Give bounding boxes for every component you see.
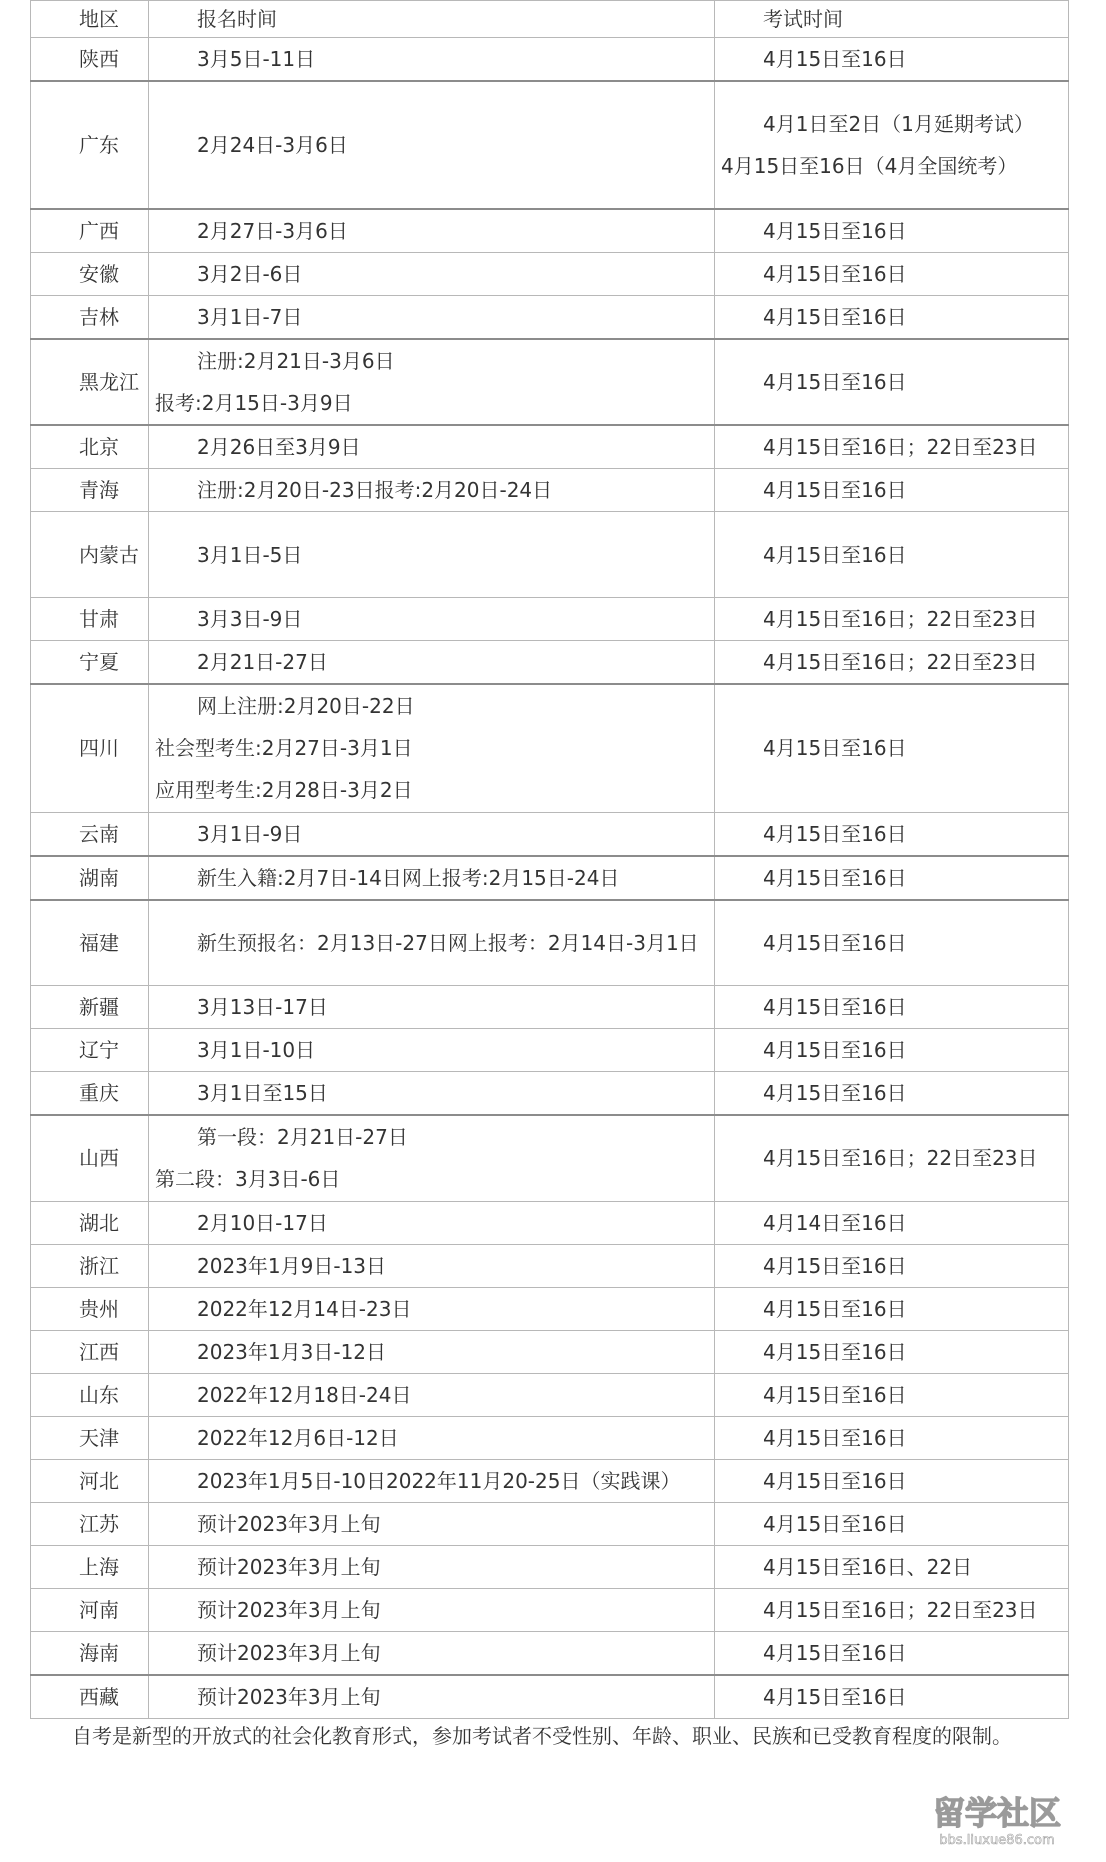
exam-time-cell: 4月15日至16日: [715, 1631, 1069, 1675]
region-cell: 上海: [31, 1545, 149, 1588]
table-row: [31, 1459, 1069, 1502]
reg-time-cell: 3月2日-6日: [149, 253, 715, 296]
exam-time-cell: 4月15日至16日: [715, 1330, 1069, 1373]
table-row: [31, 512, 1069, 598]
header-exam-time: 考试时间: [715, 1, 1069, 38]
region-cell: 湖南: [31, 856, 149, 900]
table-row: [31, 1287, 1069, 1330]
table-row: [31, 812, 1069, 856]
region-cell: 吉林: [31, 296, 149, 340]
region-cell: 甘肃: [31, 598, 149, 641]
region-cell: 安徽: [31, 253, 149, 296]
region-cell: 山西: [31, 1115, 149, 1201]
region-cell: 浙江: [31, 1244, 149, 1287]
reg-time-cell: 注册:2月21日-3月6日 报考:2月15日-3月9日: [149, 339, 715, 425]
reg-time-cell: 新生预报名：2月13日-27日网上报考：2月14日-3月1日: [149, 900, 715, 986]
region-cell: 四川: [31, 684, 149, 812]
watermark-main: 留学社区: [932, 1794, 1062, 1832]
reg-time-cell: 2月10日-17日: [149, 1201, 715, 1244]
reg-time-cell: 3月1日至15日: [149, 1072, 715, 1116]
region-cell: 西藏: [31, 1675, 149, 1719]
reg-time-cell: 2月24日-3月6日: [149, 81, 715, 209]
reg-time-cell: 2023年1月3日-12日: [149, 1330, 715, 1373]
exam-time-cell: 4月15日至16日: [715, 812, 1069, 856]
table-row: [31, 1029, 1069, 1072]
exam-time-cell: 4月15日至16日: [715, 339, 1069, 425]
reg-time-cell: 2月27日-3月6日: [149, 209, 715, 253]
table-row: [31, 1545, 1069, 1588]
exam-time-cell: 4月15日至16日: [715, 1459, 1069, 1502]
region-cell: 重庆: [31, 1072, 149, 1116]
reg-time-cell: 注册:2月20日-23日报考:2月20日-24日: [149, 469, 715, 512]
reg-time-cell: 2月21日-27日: [149, 641, 715, 685]
exam-time-cell: 4月15日至16日: [715, 469, 1069, 512]
table-row: [31, 209, 1069, 253]
table-row: [31, 1201, 1069, 1244]
table-row: [31, 81, 1069, 209]
exam-time-cell: 4月15日至16日: [715, 1287, 1069, 1330]
reg-time-cell: 2月26日至3月9日: [149, 425, 715, 469]
reg-time-cell: 3月1日-7日: [149, 296, 715, 340]
watermark-sub: bbs.liuxue86.com: [939, 1833, 1055, 1848]
table-row: [31, 1373, 1069, 1416]
region-cell: 江苏: [31, 1502, 149, 1545]
table-row: [31, 1631, 1069, 1675]
exam-time-cell: 4月15日至16日；22日至23日: [715, 425, 1069, 469]
region-cell: 云南: [31, 812, 149, 856]
exam-time-cell: 4月15日至16日；22日至23日: [715, 1588, 1069, 1631]
exam-time-cell: 4月15日至16日: [715, 296, 1069, 340]
reg-time-cell: 2023年1月5日-10日2022年11月20-25日（实践课）: [149, 1459, 715, 1502]
table-row: [31, 1115, 1069, 1201]
table-row: [31, 1244, 1069, 1287]
region-cell: 福建: [31, 900, 149, 986]
reg-time-cell: 3月1日-10日: [149, 1029, 715, 1072]
region-cell: 黑龙江: [31, 339, 149, 425]
table-row: [31, 469, 1069, 512]
exam-time-cell: 4月14日至16日: [715, 1201, 1069, 1244]
table-row: [31, 856, 1069, 900]
exam-time-cell: 4月15日至16日: [715, 1244, 1069, 1287]
table-row: [31, 339, 1069, 425]
table-row: [31, 296, 1069, 340]
reg-time-cell: 预计2023年3月上旬: [149, 1631, 715, 1675]
region-cell: 广东: [31, 81, 149, 209]
table-row: [31, 425, 1069, 469]
exam-time-cell: 4月15日至16日: [715, 1502, 1069, 1545]
reg-time-cell: 3月5日-11日: [149, 38, 715, 82]
table-row: [31, 38, 1069, 82]
reg-time-cell: 3月13日-17日: [149, 986, 715, 1029]
region-cell: 广西: [31, 209, 149, 253]
exam-time-cell: 4月15日至16日；22日至23日: [715, 641, 1069, 685]
table-row: [31, 1675, 1069, 1719]
region-cell: 宁夏: [31, 641, 149, 685]
reg-time-cell: 预计2023年3月上旬: [149, 1502, 715, 1545]
footer-note: 自考是新型的开放式的社会化教育形式，参加考试者不受性别、年龄、职业、民族和已受教育程度的限制。: [72, 1724, 1012, 1748]
exam-time-cell: 4月15日至16日、22日: [715, 1545, 1069, 1588]
watermark-logo: [912, 1790, 1082, 1848]
reg-time-cell: 第一段：2月21日-27日 第二段：3月3日-6日: [149, 1115, 715, 1201]
reg-time-cell: 2022年12月14日-23日: [149, 1287, 715, 1330]
table-row: [31, 986, 1069, 1029]
reg-time-cell: 新生入籍:2月7日-14日网上报考:2月15日-24日: [149, 856, 715, 900]
exam-time-cell: 4月15日至16日: [715, 856, 1069, 900]
exam-time-cell: 4月15日至16日: [715, 1072, 1069, 1116]
region-cell: 青海: [31, 469, 149, 512]
exam-time-cell: 4月15日至16日: [715, 1029, 1069, 1072]
exam-time-cell: 4月15日至16日；22日至23日: [715, 1115, 1069, 1201]
table-row: [31, 641, 1069, 685]
table-row: [31, 598, 1069, 641]
region-cell: 北京: [31, 425, 149, 469]
region-cell: 河南: [31, 1588, 149, 1631]
exam-time-cell: 4月15日至16日: [715, 209, 1069, 253]
exam-time-cell: 4月15日至16日: [715, 986, 1069, 1029]
table-row: [31, 1072, 1069, 1116]
exam-time-cell: 4月15日至16日: [715, 684, 1069, 812]
table-row: [31, 684, 1069, 812]
reg-time-cell: 3月1日-5日: [149, 512, 715, 598]
reg-time-cell: 3月3日-9日: [149, 598, 715, 641]
exam-time-cell: 4月1日至2日（1月延期考试） 4月15日至16日（4月全国统考）: [715, 81, 1069, 209]
exam-time-cell: 4月15日至16日: [715, 1416, 1069, 1459]
header-reg-time: 报名时间: [149, 1, 715, 38]
exam-time-cell: 4月15日至16日；22日至23日: [715, 598, 1069, 641]
table-row: [31, 1416, 1069, 1459]
schedule-table: [30, 0, 1069, 1719]
table-header-row: [31, 1, 1069, 38]
reg-time-cell: 预计2023年3月上旬: [149, 1588, 715, 1631]
region-cell: 新疆: [31, 986, 149, 1029]
reg-time-cell: 2022年12月6日-12日: [149, 1416, 715, 1459]
region-cell: 河北: [31, 1459, 149, 1502]
region-cell: 湖北: [31, 1201, 149, 1244]
reg-time-cell: 2022年12月18日-24日: [149, 1373, 715, 1416]
reg-time-cell: 3月1日-9日: [149, 812, 715, 856]
reg-time-cell: 2023年1月9日-13日: [149, 1244, 715, 1287]
exam-time-cell: 4月15日至16日: [715, 38, 1069, 82]
region-cell: 山东: [31, 1373, 149, 1416]
reg-time-cell: 预计2023年3月上旬: [149, 1545, 715, 1588]
header-region: 地区: [31, 1, 149, 38]
exam-time-cell: 4月15日至16日: [715, 900, 1069, 986]
exam-time-cell: 4月15日至16日: [715, 512, 1069, 598]
table-row: [31, 253, 1069, 296]
region-cell: 辽宁: [31, 1029, 149, 1072]
table-row: [31, 900, 1069, 986]
table-row: [31, 1330, 1069, 1373]
exam-time-cell: 4月15日至16日: [715, 1675, 1069, 1719]
region-cell: 贵州: [31, 1287, 149, 1330]
reg-time-cell: 预计2023年3月上旬: [149, 1675, 715, 1719]
reg-time-cell: 网上注册:2月20日-22日 社会型考生:2月27日-3月1日 应用型考生:2月28日-3月2日: [149, 684, 715, 812]
exam-time-cell: 4月15日至16日: [715, 1373, 1069, 1416]
exam-time-cell: 4月15日至16日: [715, 253, 1069, 296]
region-cell: 天津: [31, 1416, 149, 1459]
region-cell: 江西: [31, 1330, 149, 1373]
table-row: [31, 1588, 1069, 1631]
region-cell: 陕西: [31, 38, 149, 82]
region-cell: 内蒙古: [31, 512, 149, 598]
region-cell: 海南: [31, 1631, 149, 1675]
table-row: [31, 1502, 1069, 1545]
